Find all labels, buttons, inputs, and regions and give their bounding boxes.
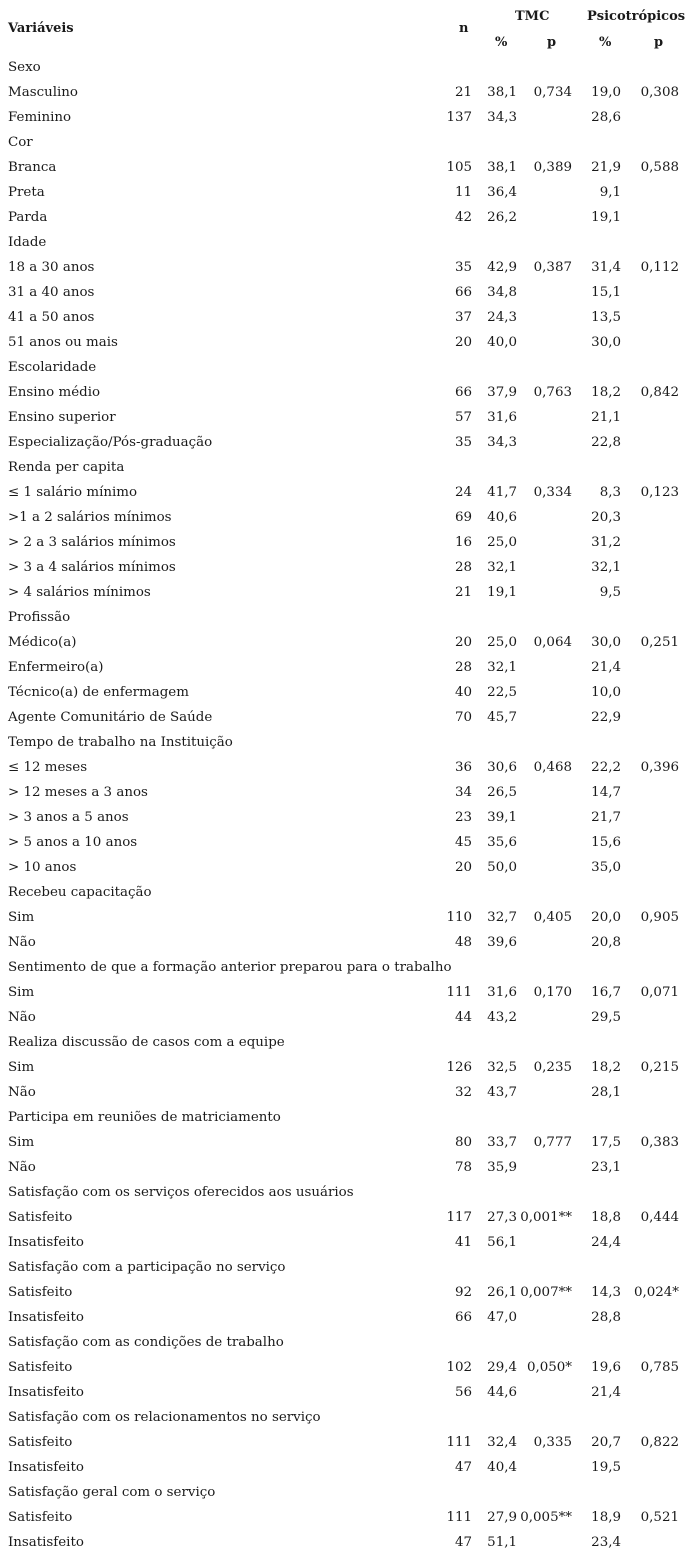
- row-psico-p: 0,444: [640, 1210, 679, 1225]
- row-label: >1 a 2 salários mínimos: [8, 510, 172, 525]
- row-label: Participa em reuniões de matriciamento: [8, 1110, 281, 1125]
- row-label: Satisfeito: [8, 1510, 73, 1525]
- row-n: 111: [446, 1435, 472, 1450]
- row-tmc-percent: 33,7: [487, 1135, 517, 1150]
- row-n: 78: [454, 1160, 472, 1175]
- row-psico-p: 0,383: [640, 1135, 679, 1150]
- row-psico-p: 0,215: [640, 1060, 679, 1075]
- row-n: 35: [454, 435, 472, 450]
- row-label: Satisfeito: [8, 1435, 73, 1450]
- row-tmc-percent: 24,3: [487, 310, 517, 325]
- row-tmc-p: 0,064: [533, 635, 572, 650]
- row-tmc-percent: 42,9: [487, 260, 517, 275]
- row-label: Satisfação com as condições de trabalho: [8, 1335, 284, 1350]
- row-psico-percent: 14,7: [591, 785, 621, 800]
- row-label: > 3 anos a 5 anos: [8, 810, 129, 825]
- row-n: 111: [446, 1510, 472, 1525]
- row-n: 48: [454, 935, 472, 950]
- row-label: 41 a 50 anos: [8, 310, 95, 325]
- row-label: Satisfação com os relacionamentos no serviço: [8, 1410, 321, 1425]
- header-psico-p: p: [654, 35, 664, 50]
- row-tmc-percent: 32,5: [487, 1060, 517, 1075]
- table-section-row: [0, 730, 693, 755]
- table-row: [0, 1130, 693, 1155]
- row-label: Especialização/Pós-graduação: [8, 435, 213, 450]
- row-psico-percent: 21,7: [591, 810, 621, 825]
- table-row: [0, 1355, 693, 1380]
- table-section-row: [0, 1330, 693, 1355]
- row-n: 69: [454, 510, 472, 525]
- row-label: > 3 a 4 salários mínimos: [8, 560, 176, 575]
- row-tmc-p: 0,050*: [526, 1360, 572, 1375]
- row-psico-percent: 31,4: [591, 260, 621, 275]
- header-tmc-p: p: [547, 35, 557, 50]
- table-section-row: [0, 1105, 693, 1130]
- row-label: Renda per capita: [8, 460, 125, 475]
- table-section-row: [0, 130, 693, 155]
- table-row: [0, 1155, 693, 1180]
- row-tmc-p: 0,235: [533, 1060, 572, 1075]
- table-row: [0, 1205, 693, 1230]
- row-psico-percent: 32,1: [591, 560, 621, 575]
- row-n: 47: [454, 1535, 472, 1550]
- row-psico-percent: 21,4: [591, 1385, 621, 1400]
- row-tmc-percent: 40,6: [487, 510, 517, 525]
- row-tmc-percent: 30,6: [487, 760, 517, 775]
- row-tmc-percent: 35,9: [487, 1160, 517, 1175]
- row-label: > 12 meses a 3 anos: [8, 785, 148, 800]
- table-row: [0, 1280, 693, 1305]
- table-section-row: [0, 1405, 693, 1430]
- table-row: [0, 930, 693, 955]
- row-tmc-percent: 38,1: [487, 85, 517, 100]
- table-row: [0, 755, 693, 780]
- header-psico-percent: %: [599, 35, 612, 50]
- row-psico-percent: 30,0: [591, 635, 621, 650]
- row-psico-percent: 19,1: [591, 210, 621, 225]
- row-tmc-percent: 29,4: [487, 1360, 517, 1375]
- row-n: 20: [454, 335, 472, 350]
- row-psico-percent: 15,6: [591, 835, 621, 850]
- row-n: 32: [454, 1085, 472, 1100]
- row-tmc-percent: 36,4: [487, 185, 517, 200]
- row-tmc-percent: 34,3: [487, 435, 517, 450]
- row-psico-percent: 18,9: [591, 1510, 621, 1525]
- row-psico-percent: 18,2: [591, 1060, 621, 1075]
- row-label: Insatisfeito: [8, 1535, 84, 1550]
- row-tmc-p: 0,335: [533, 1435, 572, 1450]
- table-row: [0, 705, 693, 730]
- table-row: [0, 580, 693, 605]
- table-row: [0, 1380, 693, 1405]
- row-psico-percent: 18,2: [591, 385, 621, 400]
- row-label: Sentimento de que a formação anterior preparou para o trabalho: [8, 960, 452, 975]
- row-psico-p: 0,024*: [633, 1285, 679, 1300]
- row-label: Idade: [8, 235, 47, 250]
- row-psico-percent: 28,6: [591, 110, 621, 125]
- row-label: Satisfação com a participação no serviço: [8, 1260, 286, 1275]
- table-section-row: [0, 55, 693, 80]
- table-row: [0, 1430, 693, 1455]
- row-n: 110: [446, 910, 472, 925]
- row-psico-percent: 20,8: [591, 935, 621, 950]
- row-label: > 4 salários mínimos: [8, 585, 151, 600]
- row-label: Satisfeito: [8, 1360, 73, 1375]
- row-label: Satisfação com os serviços oferecidos aos usuários: [8, 1185, 354, 1200]
- row-tmc-percent: 31,6: [487, 410, 517, 425]
- row-psico-percent: 28,1: [591, 1085, 621, 1100]
- row-n: 117: [446, 1210, 472, 1225]
- row-tmc-percent: 43,7: [487, 1085, 517, 1100]
- row-psico-percent: 16,7: [591, 985, 621, 1000]
- row-label: Satisfação geral com o serviço: [8, 1485, 216, 1500]
- row-n: 42: [454, 210, 472, 225]
- row-label: Sim: [8, 910, 35, 925]
- row-psico-percent: 10,0: [591, 685, 621, 700]
- row-n: 66: [454, 1310, 472, 1325]
- table-row: [0, 380, 693, 405]
- row-n: 70: [454, 710, 472, 725]
- row-n: 28: [454, 560, 472, 575]
- row-tmc-percent: 26,5: [487, 785, 517, 800]
- row-psico-percent: 29,5: [591, 1010, 621, 1025]
- table-section-row: [0, 1480, 693, 1505]
- row-label: Branca: [8, 160, 57, 175]
- table-row: [0, 530, 693, 555]
- table-row: [0, 305, 693, 330]
- row-label: Preta: [8, 185, 45, 200]
- row-psico-percent: 9,1: [599, 185, 621, 200]
- row-n: 44: [454, 1010, 472, 1025]
- row-psico-p: 0,785: [640, 1360, 679, 1375]
- row-n: 80: [454, 1135, 472, 1150]
- row-n: 45: [454, 835, 472, 850]
- row-label: ≤ 1 salário mínimo: [8, 485, 138, 500]
- table-row: [0, 805, 693, 830]
- row-psico-percent: 15,1: [591, 285, 621, 300]
- row-psico-percent: 20,7: [591, 1435, 621, 1450]
- table-row: [0, 330, 693, 355]
- row-label: Insatisfeito: [8, 1385, 84, 1400]
- row-psico-p: 0,842: [640, 385, 679, 400]
- row-n: 37: [454, 310, 472, 325]
- row-n: 36: [454, 760, 472, 775]
- row-tmc-percent: 27,9: [487, 1510, 517, 1525]
- row-label: Escolaridade: [8, 360, 97, 375]
- row-n: 20: [454, 860, 472, 875]
- row-tmc-p: 0,334: [533, 485, 572, 500]
- table-row: [0, 1080, 693, 1105]
- row-tmc-percent: 32,1: [487, 560, 517, 575]
- row-tmc-p: 0,170: [533, 985, 572, 1000]
- table-row: [0, 80, 693, 105]
- table-row: [0, 405, 693, 430]
- row-label: Satisfeito: [8, 1210, 73, 1225]
- row-psico-p: 0,112: [640, 260, 679, 275]
- table-row: [0, 1305, 693, 1330]
- table-row: [0, 505, 693, 530]
- row-psico-percent: 24,4: [591, 1235, 621, 1250]
- row-n: 111: [446, 985, 472, 1000]
- row-psico-p: 0,123: [640, 485, 679, 500]
- table-row: [0, 1055, 693, 1080]
- row-psico-percent: 18,8: [591, 1210, 621, 1225]
- row-n: 41: [454, 1235, 472, 1250]
- row-label: ≤ 12 meses: [8, 760, 88, 775]
- header-variables: Variáveis: [8, 21, 74, 36]
- row-tmc-percent: 40,4: [487, 1460, 517, 1475]
- row-psico-p: 0,251: [640, 635, 679, 650]
- table-section-row: [0, 955, 693, 980]
- row-n: 21: [454, 585, 472, 600]
- table-section-row: [0, 605, 693, 630]
- row-label: Ensino médio: [8, 385, 101, 400]
- row-n: 24: [454, 485, 472, 500]
- table-row: [0, 480, 693, 505]
- row-tmc-percent: 31,6: [487, 985, 517, 1000]
- row-psico-p: 0,396: [640, 760, 679, 775]
- row-label: > 10 anos: [8, 860, 77, 875]
- table-row: [0, 680, 693, 705]
- table-row: [0, 155, 693, 180]
- row-tmc-percent: 25,0: [487, 535, 517, 550]
- row-label: Tempo de trabalho na Instituição: [8, 735, 233, 750]
- table-row: [0, 630, 693, 655]
- row-tmc-percent: 43,2: [487, 1010, 517, 1025]
- row-n: 35: [454, 260, 472, 275]
- row-tmc-percent: 41,7: [487, 485, 517, 500]
- row-label: Profissão: [8, 610, 71, 625]
- row-tmc-percent: 26,2: [487, 210, 517, 225]
- table-section-row: [0, 355, 693, 380]
- table-row: [0, 905, 693, 930]
- row-psico-percent: 17,5: [591, 1135, 621, 1150]
- header-n: n: [459, 21, 469, 36]
- row-psico-percent: 22,8: [591, 435, 621, 450]
- row-n: 92: [454, 1285, 472, 1300]
- row-psico-percent: 14,3: [591, 1285, 621, 1300]
- row-psico-percent: 23,1: [591, 1160, 621, 1175]
- row-label: Sim: [8, 985, 35, 1000]
- row-label: > 2 a 3 salários mínimos: [8, 535, 176, 550]
- row-psico-percent: 21,1: [591, 410, 621, 425]
- row-label: Não: [8, 1085, 36, 1100]
- row-tmc-p: 0,405: [533, 910, 572, 925]
- row-psico-p: 0,308: [640, 85, 679, 100]
- row-tmc-percent: 51,1: [487, 1535, 517, 1550]
- row-n: 66: [454, 285, 472, 300]
- row-tmc-percent: 39,1: [487, 810, 517, 825]
- table-row: [0, 780, 693, 805]
- row-label: Recebeu capacitação: [8, 885, 152, 900]
- row-psico-percent: 13,5: [591, 310, 621, 325]
- row-tmc-percent: 44,6: [487, 1385, 517, 1400]
- row-label: 51 anos ou mais: [8, 335, 118, 350]
- row-tmc-percent: 56,1: [487, 1235, 517, 1250]
- row-psico-percent: 22,2: [591, 760, 621, 775]
- row-n: 47: [454, 1460, 472, 1475]
- row-label: Masculino: [8, 85, 78, 100]
- row-label: Não: [8, 1160, 36, 1175]
- row-tmc-percent: 19,1: [487, 585, 517, 600]
- table-row: [0, 1230, 693, 1255]
- row-tmc-percent: 27,3: [487, 1210, 517, 1225]
- row-label: Enfermeiro(a): [8, 660, 104, 675]
- row-psico-percent: 20,3: [591, 510, 621, 525]
- row-label: Insatisfeito: [8, 1235, 84, 1250]
- row-label: Não: [8, 935, 36, 950]
- row-psico-percent: 23,4: [591, 1535, 621, 1550]
- row-tmc-percent: 45,7: [487, 710, 517, 725]
- row-tmc-p: 0,777: [533, 1135, 572, 1150]
- row-label: Feminino: [8, 110, 72, 125]
- row-tmc-p: 0,468: [533, 760, 572, 775]
- row-n: 105: [446, 160, 472, 175]
- row-tmc-percent: 50,0: [487, 860, 517, 875]
- row-n: 16: [454, 535, 472, 550]
- row-psico-percent: 8,3: [599, 485, 621, 500]
- row-psico-p: 0,588: [640, 160, 679, 175]
- row-label: Técnico(a) de enfermagem: [8, 685, 189, 700]
- table-row: [0, 280, 693, 305]
- row-n: 34: [454, 785, 472, 800]
- row-label: 31 a 40 anos: [8, 285, 95, 300]
- row-psico-percent: 19,5: [591, 1460, 621, 1475]
- row-tmc-percent: 37,9: [487, 385, 517, 400]
- row-n: 102: [446, 1360, 472, 1375]
- row-tmc-percent: 32,7: [487, 910, 517, 925]
- row-n: 20: [454, 635, 472, 650]
- row-n: 126: [446, 1060, 472, 1075]
- row-tmc-p: 0,001**: [520, 1210, 572, 1225]
- row-label: Sim: [8, 1060, 35, 1075]
- table-row: [0, 430, 693, 455]
- row-tmc-percent: 26,1: [487, 1285, 517, 1300]
- table-row: [0, 1455, 693, 1480]
- row-n: 23: [454, 810, 472, 825]
- row-label: Sim: [8, 1135, 35, 1150]
- row-tmc-percent: 35,6: [487, 835, 517, 850]
- table-section-row: [0, 1255, 693, 1280]
- row-psico-p: 0,071: [640, 985, 679, 1000]
- row-n: 56: [454, 1385, 472, 1400]
- row-tmc-p: 0,005**: [520, 1510, 572, 1525]
- row-psico-percent: 19,6: [591, 1360, 621, 1375]
- row-n: 137: [446, 110, 472, 125]
- row-label: Satisfeito: [8, 1285, 73, 1300]
- row-psico-percent: 20,0: [591, 910, 621, 925]
- row-psico-percent: 21,4: [591, 660, 621, 675]
- row-psico-percent: 9,5: [599, 585, 621, 600]
- table-row: [0, 180, 693, 205]
- row-label: Agente Comunitário de Saúde: [8, 710, 213, 725]
- table-section-row: [0, 880, 693, 905]
- row-tmc-percent: 22,5: [487, 685, 517, 700]
- row-psico-percent: 19,0: [591, 85, 621, 100]
- row-label: Insatisfeito: [8, 1460, 84, 1475]
- row-tmc-p: 0,387: [533, 260, 572, 275]
- row-tmc-percent: 25,0: [487, 635, 517, 650]
- table-row: [0, 1530, 693, 1555]
- table-row: [0, 980, 693, 1005]
- row-tmc-p: 0,763: [533, 385, 572, 400]
- row-n: 28: [454, 660, 472, 675]
- table-row: [0, 1005, 693, 1030]
- row-tmc-p: 0,734: [533, 85, 572, 100]
- row-label: Sexo: [8, 60, 41, 75]
- table-row: [0, 255, 693, 280]
- header-tmc-percent: %: [495, 35, 508, 50]
- row-n: 11: [454, 185, 472, 200]
- table-row: [0, 855, 693, 880]
- row-tmc-p: 0,007**: [520, 1285, 572, 1300]
- row-tmc-percent: 34,8: [487, 285, 517, 300]
- row-tmc-percent: 38,1: [487, 160, 517, 175]
- row-psico-p: 0,905: [640, 910, 679, 925]
- table-row: [0, 205, 693, 230]
- table-section-row: [0, 1180, 693, 1205]
- table-section-row: [0, 230, 693, 255]
- row-psico-percent: 35,0: [591, 860, 621, 875]
- row-label: 18 a 30 anos: [8, 260, 95, 275]
- row-tmc-percent: 47,0: [487, 1310, 517, 1325]
- table-section-row: [0, 455, 693, 480]
- row-label: Médico(a): [8, 635, 77, 650]
- row-label: > 5 anos a 10 anos: [8, 835, 138, 850]
- row-psico-p: 0,822: [640, 1435, 679, 1450]
- row-label: Insatisfeito: [8, 1310, 84, 1325]
- row-n: 21: [454, 85, 472, 100]
- row-tmc-percent: 40,0: [487, 335, 517, 350]
- row-psico-percent: 30,0: [591, 335, 621, 350]
- table-row: [0, 555, 693, 580]
- row-psico-percent: 21,9: [591, 160, 621, 175]
- row-tmc-percent: 39,6: [487, 935, 517, 950]
- row-psico-percent: 22,9: [591, 710, 621, 725]
- row-tmc-p: 0,389: [533, 160, 572, 175]
- row-label: Ensino superior: [8, 410, 116, 425]
- row-n: 40: [454, 685, 472, 700]
- row-psico-percent: 28,8: [591, 1310, 621, 1325]
- row-label: Parda: [8, 210, 48, 225]
- header-tmc: TMC: [515, 9, 550, 24]
- row-tmc-percent: 32,1: [487, 660, 517, 675]
- row-n: 57: [454, 410, 472, 425]
- table-section-row: [0, 1030, 693, 1055]
- row-n: 66: [454, 385, 472, 400]
- table-row: [0, 1505, 693, 1530]
- row-psico-p: 0,521: [640, 1510, 679, 1525]
- row-tmc-percent: 34,3: [487, 110, 517, 125]
- row-label: Realiza discussão de casos com a equipe: [8, 1035, 285, 1050]
- table-row: [0, 655, 693, 680]
- header-psicotropicos: Psicotrópicos: [587, 9, 686, 24]
- row-psico-percent: 31,2: [591, 535, 621, 550]
- table-row: [0, 105, 693, 130]
- row-label: Cor: [8, 135, 33, 150]
- table-row: [0, 830, 693, 855]
- row-label: Não: [8, 1010, 36, 1025]
- row-tmc-percent: 32,4: [487, 1435, 517, 1450]
